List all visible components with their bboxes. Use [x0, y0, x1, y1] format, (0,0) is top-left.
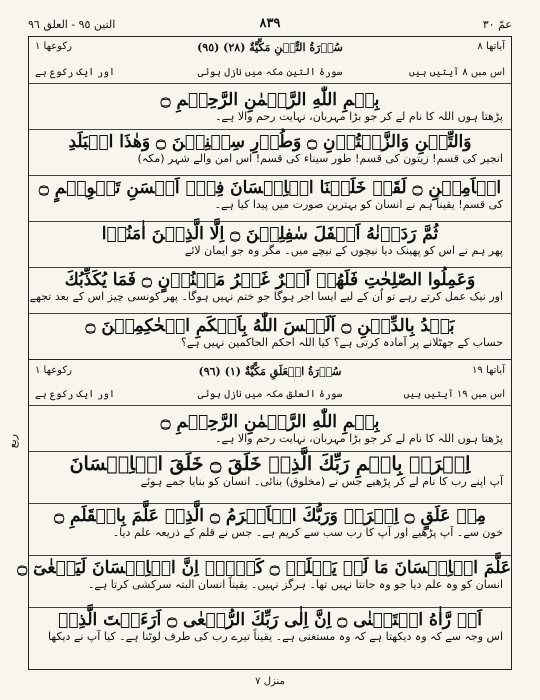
verse-block — [29, 315, 511, 360]
verse-block — [17, 557, 511, 608]
surah-title: (٩٥) سُوۡرَةُ التِّيۡنِ مَكِّيَّةٌ (٢٨) — [197, 41, 343, 54]
translation-line: پھر ہم نے اس کو پھینک دیا نیچوں کے نیچے میں۔ مگر وہ جو ایمان لائے — [184, 244, 503, 257]
arabic-line: مِنۡ عَلَقٍ ۝ اِقۡرَاۡ وَرَبُّكَ الۡاَكۡرَمُ ۝ الَّذِىۡ عَلَّمَ بِالۡقَلَمِ ۝ — [54, 506, 486, 526]
bismillah-block — [29, 87, 511, 130]
translation-line: حساب کے جھٹلانے پر آمادہ کرتی ہے؟ کیا اللہ احکم الحاکمین نہیں ہے؟ — [181, 336, 503, 349]
arabic-line: وَعَمِلُوا الصّٰلِحٰتِ فَلَهُمۡ اَجۡرٌ غَيۡرُ مَمۡنُوۡنٍ ۝ فَمَا يُكَذِّبُكَ — [64, 270, 476, 290]
info-right: اس میں ١٩ آیتیں ہیں — [403, 389, 505, 400]
info-left: اور ایک رکوع ہے — [35, 389, 115, 400]
surah-title: (٩٦) سُوۡرَةُ الۡعَلَقِ مَكِّيَّةٌ (١) — [198, 365, 342, 378]
verse-block — [29, 177, 511, 222]
translation-line: انسان کو وہ علم دیا جو وہ جانتا نہیں تھا۔ ہرگز نہیں۔ یقیناً انسان البتہ سرکشی کرتا ہے۔ — [87, 578, 503, 591]
bismillah-block — [29, 409, 511, 452]
translation-line: خون سے۔ آپ پڑھیے اور آپ کا رب سب سے کریم ہے۔ جس نے قلم کے ذریعہ علم دیا۔ — [112, 526, 503, 539]
verse-block — [29, 131, 511, 176]
info-center: سورۂ العلق مکہ میں نازل ہوئی — [197, 389, 343, 400]
verse-block — [29, 223, 511, 268]
info-left: اور ایک رکوع ہے — [35, 67, 115, 78]
info-right: اس میں ٨ آیتیں ہیں — [409, 67, 505, 78]
arabic-line: عَلَّمَ الۡاِنۡسَانَ مَا لَمۡ يَعۡلَمۡ ۝ كَلَّاۤ اِنَّ الۡاِنۡسَانَ لَيَطۡغٰىٓ ۝ — [17, 558, 511, 578]
quran-page — [6, 14, 512, 687]
arabic-line: وَالتِّيۡنِ وَالزَّيۡتُوۡنِ ۝ وَطُوۡرِ سِيۡنِيۡنَ ۝ وَهٰذَا الۡبَلَدِ — [68, 132, 472, 152]
arabic-line: ثُمَّ رَدَدۡنٰهُ اَسۡفَلَ سٰفِلِيۡنَ ۝ اِلَّا الَّذِيۡنَ اٰمَنُوۡا — [101, 224, 439, 244]
surah-header — [29, 365, 511, 383]
translation-line: انجیر کی قسم! زیتون کی قسم! طور سیناء کی قسم! اس امن والے شہر (مکہ) — [137, 152, 503, 165]
bismillah-translation: پڑھتا ہوں اللہ کا نام لے کر جو بڑا مہربان، نہایت رحم والا ہے۔ — [215, 110, 503, 123]
info-center: سورۂ التین مکہ میں نازل ہوئی — [197, 67, 343, 78]
ayat-count: آیاتھا ١٩ — [472, 365, 505, 376]
verse-block — [29, 505, 511, 556]
verse-block — [29, 609, 511, 665]
text-frame — [17, 36, 512, 670]
header-juz: عمّ ٣٠ — [482, 18, 512, 31]
surah-info — [29, 67, 511, 84]
margin-note: ربع — [6, 434, 19, 449]
arabic-line: الۡاَمِيۡنِ ۝ لَقَدۡ خَلَقۡنَا الۡاِنۡسَانَ فِىۡۤ اَحۡسَنِ تَقۡوِيۡمٍ ۝ — [38, 178, 502, 198]
header-surah-names: التين ٩٥ - العلق ٩٦ — [28, 18, 116, 31]
ayat-count: آیاتھا ٨ — [477, 41, 505, 52]
translation-line: کی قسم! یقیناً ہم نے انسان کو بہترین صورت میں پیدا کیا ہے۔ — [214, 198, 503, 211]
translation-line: اس وجہ سے کہ وہ دیکھتا ہے کہ وہ مستغنی ہے۔ یقیناً تیرے رب کی طرف لوٹنا ہے۔ کیا آپ نے دیکھا — [47, 630, 503, 643]
translation-line: آپ اپنے رب کا نام لے کر پڑھیے جس نے (مخلوق) بنائی۔ انسان کو بنایا جمے ہوئے — [140, 475, 503, 488]
page-number: ٨٣٩ — [259, 16, 281, 31]
manzil-footer: منزل ٧ — [255, 676, 285, 687]
arabic-line: اِقۡرَاۡ بِاسۡمِ رَبِّكَ الَّذِىۡ خَلَقَ ۝ خَلَقَ الۡاِنۡسَانَ — [69, 453, 471, 475]
bismillah: بِسۡمِ اللّٰهِ الرَّحۡمٰنِ الرَّحِيۡمِ ۝ — [160, 90, 380, 110]
surah-header — [29, 41, 511, 59]
arabic-line: بَعۡدُ بِالدِّيۡنِ ۝ اَلَيۡسَ اللّٰهُ بِاَحۡكَمِ الۡحٰكِمِيۡنَ ۝ — [85, 316, 455, 336]
arabic-line: اَنۡ رَّاٰهُ اسۡتَغۡنٰى ۝ اِنَّ اِلٰى رَبِّكَ الرُّجۡعٰى ۝ اَرَءَيۡتَ الَّذِىۡ — [58, 610, 482, 630]
bismillah: بِسۡمِ اللّٰهِ الرَّحۡمٰنِ الرَّحِيۡمِ ۝ — [160, 412, 380, 432]
translation-line: اور نیک عمل کرتے رہے تو اُن کے لیے ایسا اجر ہوگا جو ختم نہیں ہوگا۔ پھر کونسی چیز اس کے بعد تجھے — [29, 290, 503, 303]
ruku-count: رکوعھا ١ — [35, 365, 72, 376]
surah-info — [29, 389, 511, 406]
page-header — [28, 14, 512, 34]
ruku-count: رکوعھا ١ — [35, 41, 72, 52]
bismillah-translation: پڑھتا ہوں اللہ کا نام لے کر جو بڑا مہربان، نہایت رحم والا ہے۔ — [215, 432, 503, 445]
verse-block — [29, 453, 511, 504]
verse-block — [29, 269, 511, 314]
